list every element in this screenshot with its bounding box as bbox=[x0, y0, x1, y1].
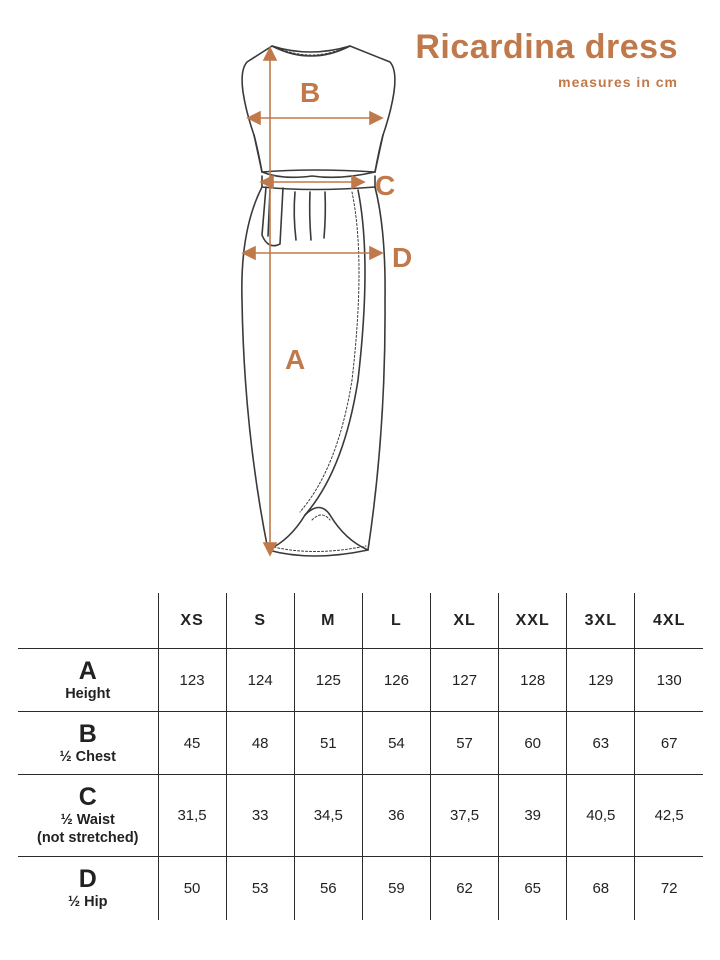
table-cell: 42,5 bbox=[635, 775, 703, 857]
table-cell: 56 bbox=[294, 857, 362, 920]
table-cell: 34,5 bbox=[294, 775, 362, 857]
table-cell: 51 bbox=[294, 712, 362, 775]
table-cell: 45 bbox=[158, 712, 226, 775]
page-title: Ricardina dress bbox=[415, 28, 678, 66]
size-chart-table bbox=[18, 593, 703, 920]
size-header: 4XL bbox=[635, 593, 703, 649]
table-cell: 128 bbox=[499, 649, 567, 712]
size-header: M bbox=[294, 593, 362, 649]
table-cell: 37,5 bbox=[431, 775, 499, 857]
table-cell: 129 bbox=[567, 649, 635, 712]
table-cell: 68 bbox=[567, 857, 635, 920]
marker-a: A bbox=[285, 344, 306, 375]
table-cell: 59 bbox=[362, 857, 430, 920]
table-cell: 65 bbox=[499, 857, 567, 920]
table-cell: 67 bbox=[635, 712, 703, 775]
size-header: L bbox=[362, 593, 430, 649]
measure-letter: B bbox=[78, 719, 97, 748]
measure-letter: D bbox=[78, 864, 97, 893]
table-cell: 124 bbox=[226, 649, 294, 712]
size-header: XL bbox=[431, 593, 499, 649]
table-cell: 126 bbox=[362, 649, 430, 712]
row-header bbox=[18, 775, 158, 857]
units-note: measures in cm bbox=[558, 74, 678, 90]
table-cell: 50 bbox=[158, 857, 226, 920]
table-cell: 57 bbox=[431, 712, 499, 775]
marker-c: C bbox=[375, 170, 396, 201]
measure-letter: C bbox=[78, 783, 97, 811]
table-cell: 72 bbox=[635, 857, 703, 920]
table-cell: 130 bbox=[635, 649, 703, 712]
row-header bbox=[18, 649, 158, 712]
marker-b: B bbox=[300, 77, 321, 108]
table-cell: 39 bbox=[499, 775, 567, 857]
marker-d: D bbox=[392, 242, 413, 273]
table-cell: 63 bbox=[567, 712, 635, 775]
table-cell: 123 bbox=[158, 649, 226, 712]
table-cell: 53 bbox=[226, 857, 294, 920]
measure-label-note: (not stretched) bbox=[37, 830, 139, 846]
measure-letter: A bbox=[78, 656, 97, 685]
size-header: 3XL bbox=[567, 593, 635, 649]
row-header bbox=[18, 712, 158, 775]
table-row bbox=[18, 712, 703, 775]
table-row bbox=[18, 775, 703, 857]
measure-label: ½ Hip bbox=[68, 893, 108, 910]
table-cell: 33 bbox=[226, 775, 294, 857]
measure-label: Height bbox=[65, 685, 111, 702]
table-cell: 62 bbox=[431, 857, 499, 920]
table-cell: 125 bbox=[294, 649, 362, 712]
size-header-row bbox=[18, 593, 703, 649]
table-cell: 36 bbox=[362, 775, 430, 857]
table-cell: 40,5 bbox=[567, 775, 635, 857]
table-cell: 48 bbox=[226, 712, 294, 775]
size-header: S bbox=[226, 593, 294, 649]
table-cell: 127 bbox=[431, 649, 499, 712]
row-header bbox=[18, 857, 158, 920]
measure-label: ½ Waist bbox=[60, 812, 115, 828]
table-row bbox=[18, 649, 703, 712]
table-corner bbox=[18, 593, 158, 649]
table-cell: 31,5 bbox=[158, 775, 226, 857]
table-cell: 54 bbox=[362, 712, 430, 775]
size-header: XXL bbox=[499, 593, 567, 649]
size-header: XS bbox=[158, 593, 226, 649]
table-cell: 60 bbox=[499, 712, 567, 775]
table-row bbox=[18, 857, 703, 920]
measure-label: ½ Chest bbox=[59, 748, 116, 765]
